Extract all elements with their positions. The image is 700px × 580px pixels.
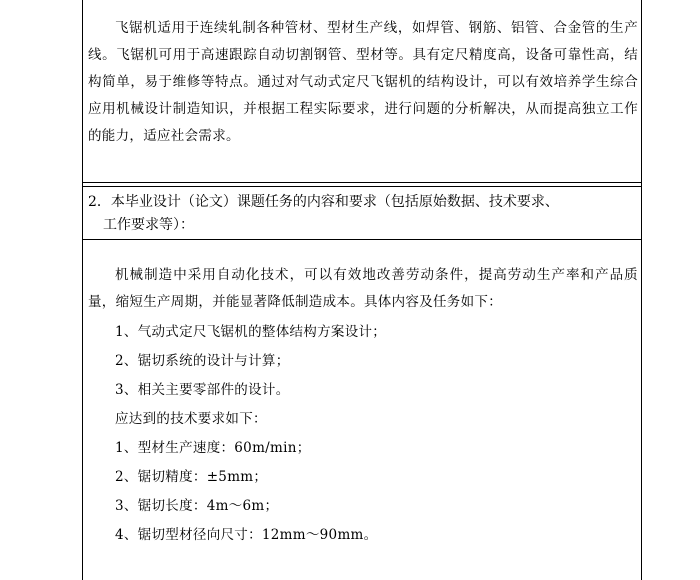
section-2-title-line2: 工作要求等）： — [103, 217, 194, 233]
section-2-heading — [88, 191, 638, 237]
task-item: 2、锯切系统的设计与计算； — [115, 353, 290, 369]
section-divider-top — [82, 182, 642, 183]
section-2-title-line1: 2．本毕业设计（论文）课题任务的内容和要求（包括原始数据、技术要求、 — [88, 194, 559, 210]
intro-paragraph: 机械制造中采用自动化技术，可以有效地改善劳动条件，提高劳动生产率和产品质量，缩短生产周期，并能显著降低制造成本。具体内容及任务如下： — [88, 267, 638, 310]
section-heading-underline — [82, 239, 642, 240]
background-paragraph: 飞锯机适用于连续轧制各种管材、型材生产线，如焊管、钢筋、铝管、合金管的生产线。飞锯机可用于高速跟踪自动切割钢管、型材等。具有定尺精度高，设备可靠性高，结构简单，易于维修等特点。通过对气动式定尺飞锯机的结构设计，可以有效培养学生综合应用机械设计制造知识，并根据工程实际要求，进行问题的分析解决，从而提高独立工作的能力，适应社会需求。 — [88, 20, 638, 144]
tech-requirement-item: 2、锯切精度：±5mm； — [115, 469, 268, 485]
background-section — [88, 15, 638, 150]
section-2-content — [88, 262, 638, 550]
table-right-border — [641, 0, 642, 580]
task-item: 3、相关主要零部件的设计。 — [115, 382, 290, 398]
tech-requirement-item: 3、锯切长度：4m～6m； — [115, 498, 279, 514]
tech-requirements-intro: 应达到的技术要求如下： — [115, 411, 267, 427]
section-divider-bottom — [82, 186, 642, 187]
task-item: 1、气动式定尺飞锯机的整体结构方案设计； — [115, 324, 387, 340]
table-left-border — [82, 0, 83, 580]
tech-requirement-item: 4、锯切型材径向尺寸：12mm～90mm。 — [115, 527, 378, 543]
tech-requirement-item: 1、型材生产速度：60m/min； — [115, 440, 311, 456]
